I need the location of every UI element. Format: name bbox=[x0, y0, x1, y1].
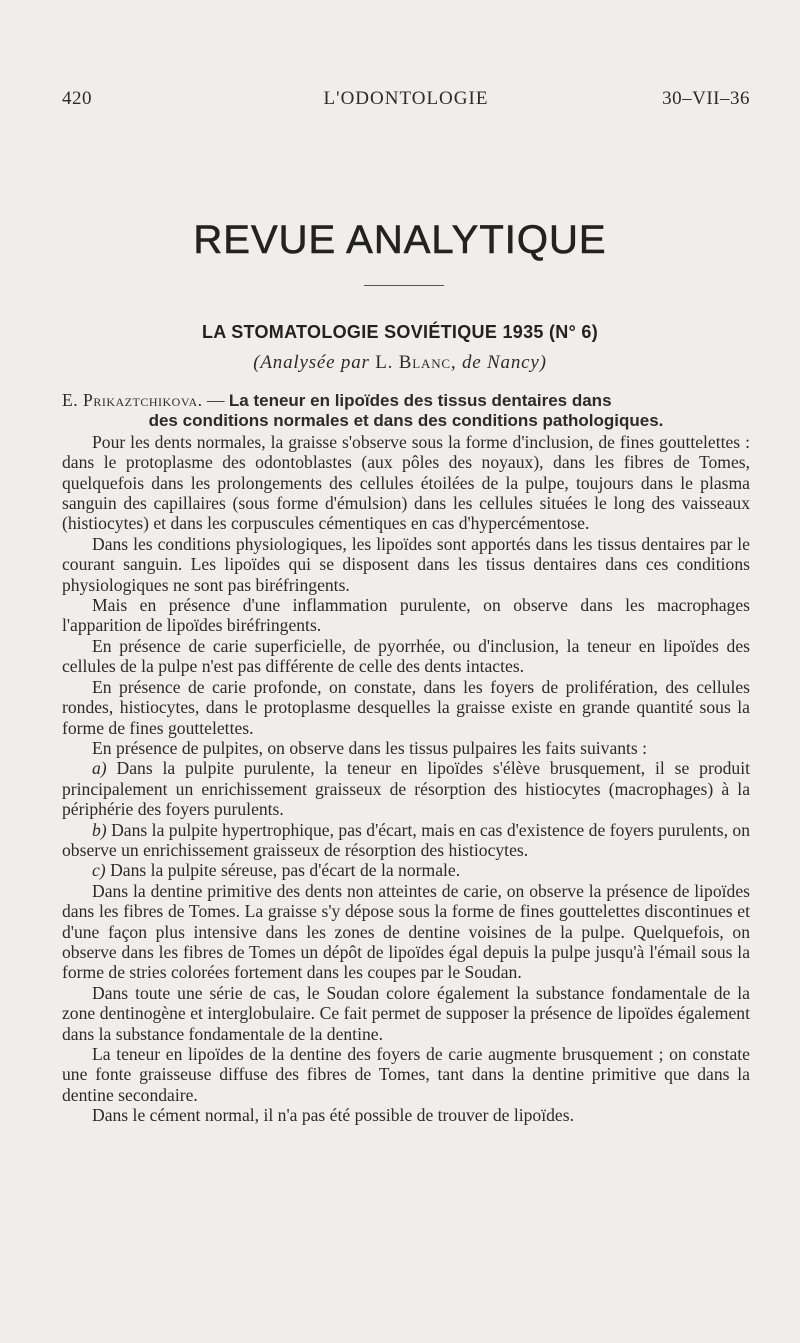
paragraph: En présence de carie superficielle, de pyorrhée, ou d'inclusion, la teneur en lipoïdes des cellules de la pulpe n'est pas différente de celle des dents intactes. bbox=[62, 635, 750, 677]
list-item bbox=[62, 820, 750, 861]
issue-date: 30–VII–36 bbox=[662, 88, 750, 109]
page-number: 420 bbox=[62, 88, 92, 109]
running-header bbox=[62, 88, 750, 118]
item-label: a) bbox=[92, 758, 107, 779]
article-title-line1: La teneur en lipoïdes des tissus dentaires dans bbox=[228, 391, 612, 410]
paragraph: Dans le cément normal, il n'a pas été possible de trouver de lipoïdes. bbox=[92, 1105, 574, 1126]
article-heading bbox=[62, 390, 750, 432]
article bbox=[62, 390, 750, 1126]
paragraph: Mais en présence d'une inflammation purulente, on observe dans les macrophages l'apparition de lipoïdes biréfringents. bbox=[62, 595, 750, 636]
title-rule bbox=[364, 285, 444, 286]
byline-prefix: (Analysée par bbox=[253, 352, 370, 373]
paragraph: Dans les conditions physiologiques, les lipoïdes sont apportés dans les tissus dentaires par le courant sanguin. Les lipoïdes qui se disposent dans les tissus dentaires dans ces conditions physiologiques ne sont pas biréfringents. bbox=[62, 533, 750, 595]
list-item bbox=[62, 758, 750, 819]
paragraph: En présence de pulpites, on observe dans les tissus pulpaires les faits suivants : bbox=[92, 737, 648, 758]
page-title: REVUE ANALYTIQUE bbox=[193, 218, 607, 262]
paragraph: La teneur en lipoïdes de la dentine des foyers de carie augmente brusquement ; on constate une fonte graisseuse diffuse des fibres de Tomes, tant dans la dentine primitive que dans la dentine secondaire. bbox=[62, 1044, 750, 1105]
paragraph: En présence de carie profonde, on constate, dans les foyers de prolifération, des cellules rondes, histiocytes, dans le protoplasme desquelles la graisse existe en grande quantité sous la forme de fines gouttelettes. bbox=[62, 676, 750, 738]
paragraph: Dans toute une série de cas, le Soudan colore également la substance fondamentale de la zone dentinogène et interglobulaire. Ce fait permet de supposer la présence de lipoïdes également dans la substance fondamentale de la dentine. bbox=[62, 982, 750, 1044]
item-text: Dans la pulpite hypertrophique, pas d'écart, mais en cas d'existence de foyers purulents, on observe un enrichissement graisseux de résorption des histiocytes. bbox=[62, 819, 750, 860]
byline bbox=[0, 352, 800, 374]
item-label: c) bbox=[92, 860, 106, 881]
item-text: Dans la pulpite séreuse, pas d'écart de la normale. bbox=[110, 860, 461, 881]
byline-name: L. Blanc, bbox=[375, 352, 457, 373]
paragraph: Pour les dents normales, la graisse s'observe sous la forme d'inclusion, de fines gouttelettes : dans le protoplasme des odontoblastes (aux pôles des noyaux), dans les fibres de Tomes, quelquefois dans les prolongements des cellules étoilées de la pulpe, toujours dans le plasma sanguin des capillaires (sous forme d'émulsion) dans les cellules situées le long des vaisseaux (histiocytes) et dans les corpuscules cémentiques en cas d'hypercémentose. bbox=[62, 431, 750, 534]
journal-name: L'ODONTOLOGIE bbox=[323, 88, 489, 109]
list-item bbox=[62, 860, 750, 880]
article-author: E. Prikaztchikova. bbox=[62, 390, 203, 410]
section-title: LA STOMATOLOGIE SOVIÉTIQUE 1935 (N° 6) bbox=[201, 322, 598, 342]
item-text: Dans la pulpite purulente, la teneur en lipoïdes s'élève brusquement, il se produit principalement un enrichissement graisseux de résorption des histiocytes (macrophages) à la périphérie des foyers purulents. bbox=[62, 758, 750, 820]
paragraph: Dans la dentine primitive des dents non atteintes de carie, on observe la présence de lipoïdes dans les fibres de Tomes. La graisse s'y dépose sous la forme de fines gouttelettes discontinues et d'une façon plus intensive dans les zones de dentine voisines de la pulpe. Quelquefois, on observe dans les fibres de Tomes un dépôt de lipoïdes égal depuis la pulpe jusqu'à l'émail sous la forme de stries colorées fortement dans les coupes par le Soudan. bbox=[62, 880, 750, 983]
heading-dash: — bbox=[202, 390, 229, 410]
article-title-line2: des conditions normales et dans des conditions pathologiques. bbox=[148, 411, 664, 431]
byline-suffix: de Nancy) bbox=[461, 352, 547, 373]
item-label: b) bbox=[92, 819, 107, 840]
